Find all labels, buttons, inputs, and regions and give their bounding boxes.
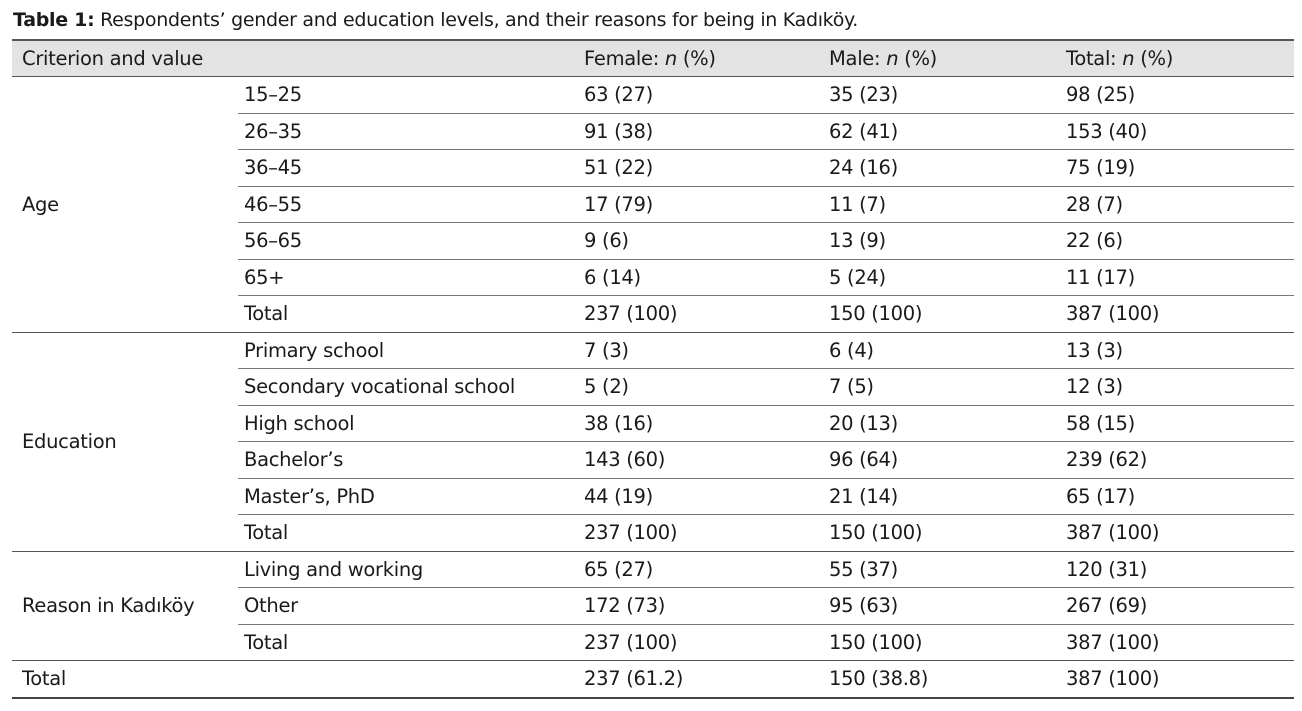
table-row (12, 551, 1294, 588)
row-value: Total (238, 515, 580, 552)
group-label-education: Education (12, 332, 238, 551)
cell-male: 6 (4) (825, 332, 1062, 369)
cell-female: 172 (73) (580, 588, 825, 625)
cell-male: 96 (64) (825, 442, 1062, 479)
group-label-age: Age (12, 77, 238, 333)
cell-total: 120 (31) (1062, 551, 1294, 588)
header-male-n: n (886, 47, 899, 70)
cell-female: 237 (100) (580, 515, 825, 552)
cell-female: 51 (22) (580, 150, 825, 187)
cell-total: 12 (3) (1062, 369, 1294, 406)
cell-female: 5 (2) (580, 369, 825, 406)
cell-female: 44 (19) (580, 478, 825, 515)
header-row (12, 40, 1294, 77)
cell-male: 150 (100) (825, 624, 1062, 661)
cell-total: 387 (100) (1062, 296, 1294, 333)
row-value: Master’s, PhD (238, 478, 580, 515)
header-male-prefix: Male: (829, 47, 887, 70)
cell-male: 55 (37) (825, 551, 1062, 588)
header-total-prefix: Total: (1066, 47, 1123, 70)
cell-female: 6 (14) (580, 259, 825, 296)
cell-total: 98 (25) (1062, 77, 1294, 114)
cell-female: 65 (27) (580, 551, 825, 588)
cell-male: 7 (5) (825, 369, 1062, 406)
row-value: Secondary vocational school (238, 369, 580, 406)
cell-total: 267 (69) (1062, 588, 1294, 625)
cell-total: 75 (19) (1062, 150, 1294, 187)
cell-male: 24 (16) (825, 150, 1062, 187)
cell-male: 150 (100) (825, 515, 1062, 552)
cell-male: 13 (9) (825, 223, 1062, 260)
row-value: Total (238, 296, 580, 333)
cell-total: 28 (7) (1062, 186, 1294, 223)
cell-female: 91 (38) (580, 113, 825, 150)
header-total-n: n (1122, 47, 1135, 70)
row-value: Total (238, 624, 580, 661)
cell-female: 17 (79) (580, 186, 825, 223)
cell-male: 11 (7) (825, 186, 1062, 223)
row-value: 65+ (238, 259, 580, 296)
cell-total: 22 (6) (1062, 223, 1294, 260)
row-value: 15–25 (238, 77, 580, 114)
cell-male: 150 (100) (825, 296, 1062, 333)
grand-total-total: 387 (100) (1062, 661, 1294, 698)
row-value: 36–45 (238, 150, 580, 187)
cell-total: 387 (100) (1062, 515, 1294, 552)
cell-female: 237 (100) (580, 296, 825, 333)
cell-female: 38 (16) (580, 405, 825, 442)
cell-male: 5 (24) (825, 259, 1062, 296)
cell-female: 237 (100) (580, 624, 825, 661)
cell-male: 21 (14) (825, 478, 1062, 515)
header-male-pct: (%) (898, 47, 937, 70)
caption-label: Table 1: (13, 9, 95, 31)
cell-total: 387 (100) (1062, 624, 1294, 661)
cell-female: 9 (6) (580, 223, 825, 260)
cell-total: 239 (62) (1062, 442, 1294, 479)
grand-total-label: Total (12, 661, 580, 698)
data-table (12, 39, 1294, 699)
row-value: Living and working (238, 551, 580, 588)
header-criterion: Criterion and value (12, 40, 580, 77)
caption-text: Respondents’ gender and education levels, and their reasons for being in Kadıköy. (94, 9, 859, 31)
cell-total: 13 (3) (1062, 332, 1294, 369)
cell-male: 95 (63) (825, 588, 1062, 625)
header-female-pct: (%) (676, 47, 716, 70)
header-male (825, 40, 1062, 77)
row-value: 56–65 (238, 223, 580, 260)
cell-total: 11 (17) (1062, 259, 1294, 296)
cell-total: 65 (17) (1062, 478, 1294, 515)
header-total-pct: (%) (1134, 47, 1174, 70)
cell-total: 153 (40) (1062, 113, 1294, 150)
table-row (12, 77, 1294, 114)
row-value: High school (238, 405, 580, 442)
row-value: 26–35 (238, 113, 580, 150)
row-value: Primary school (238, 332, 580, 369)
grand-total-male: 150 (38.8) (825, 661, 1062, 698)
header-total (1062, 40, 1294, 77)
table-caption (13, 6, 858, 34)
grand-total-female: 237 (61.2) (580, 661, 825, 698)
header-female-prefix: Female: (584, 47, 665, 70)
row-value: Bachelor’s (238, 442, 580, 479)
row-value: 46–55 (238, 186, 580, 223)
cell-female: 63 (27) (580, 77, 825, 114)
table-row (12, 332, 1294, 369)
cell-female: 143 (60) (580, 442, 825, 479)
group-label-reason: Reason in Kadıköy (12, 551, 238, 661)
cell-male: 62 (41) (825, 113, 1062, 150)
cell-female: 7 (3) (580, 332, 825, 369)
row-value: Other (238, 588, 580, 625)
grand-total-row (12, 661, 1294, 698)
cell-total: 58 (15) (1062, 405, 1294, 442)
cell-male: 20 (13) (825, 405, 1062, 442)
header-female-n: n (664, 47, 677, 70)
cell-male: 35 (23) (825, 77, 1062, 114)
header-female (580, 40, 825, 77)
